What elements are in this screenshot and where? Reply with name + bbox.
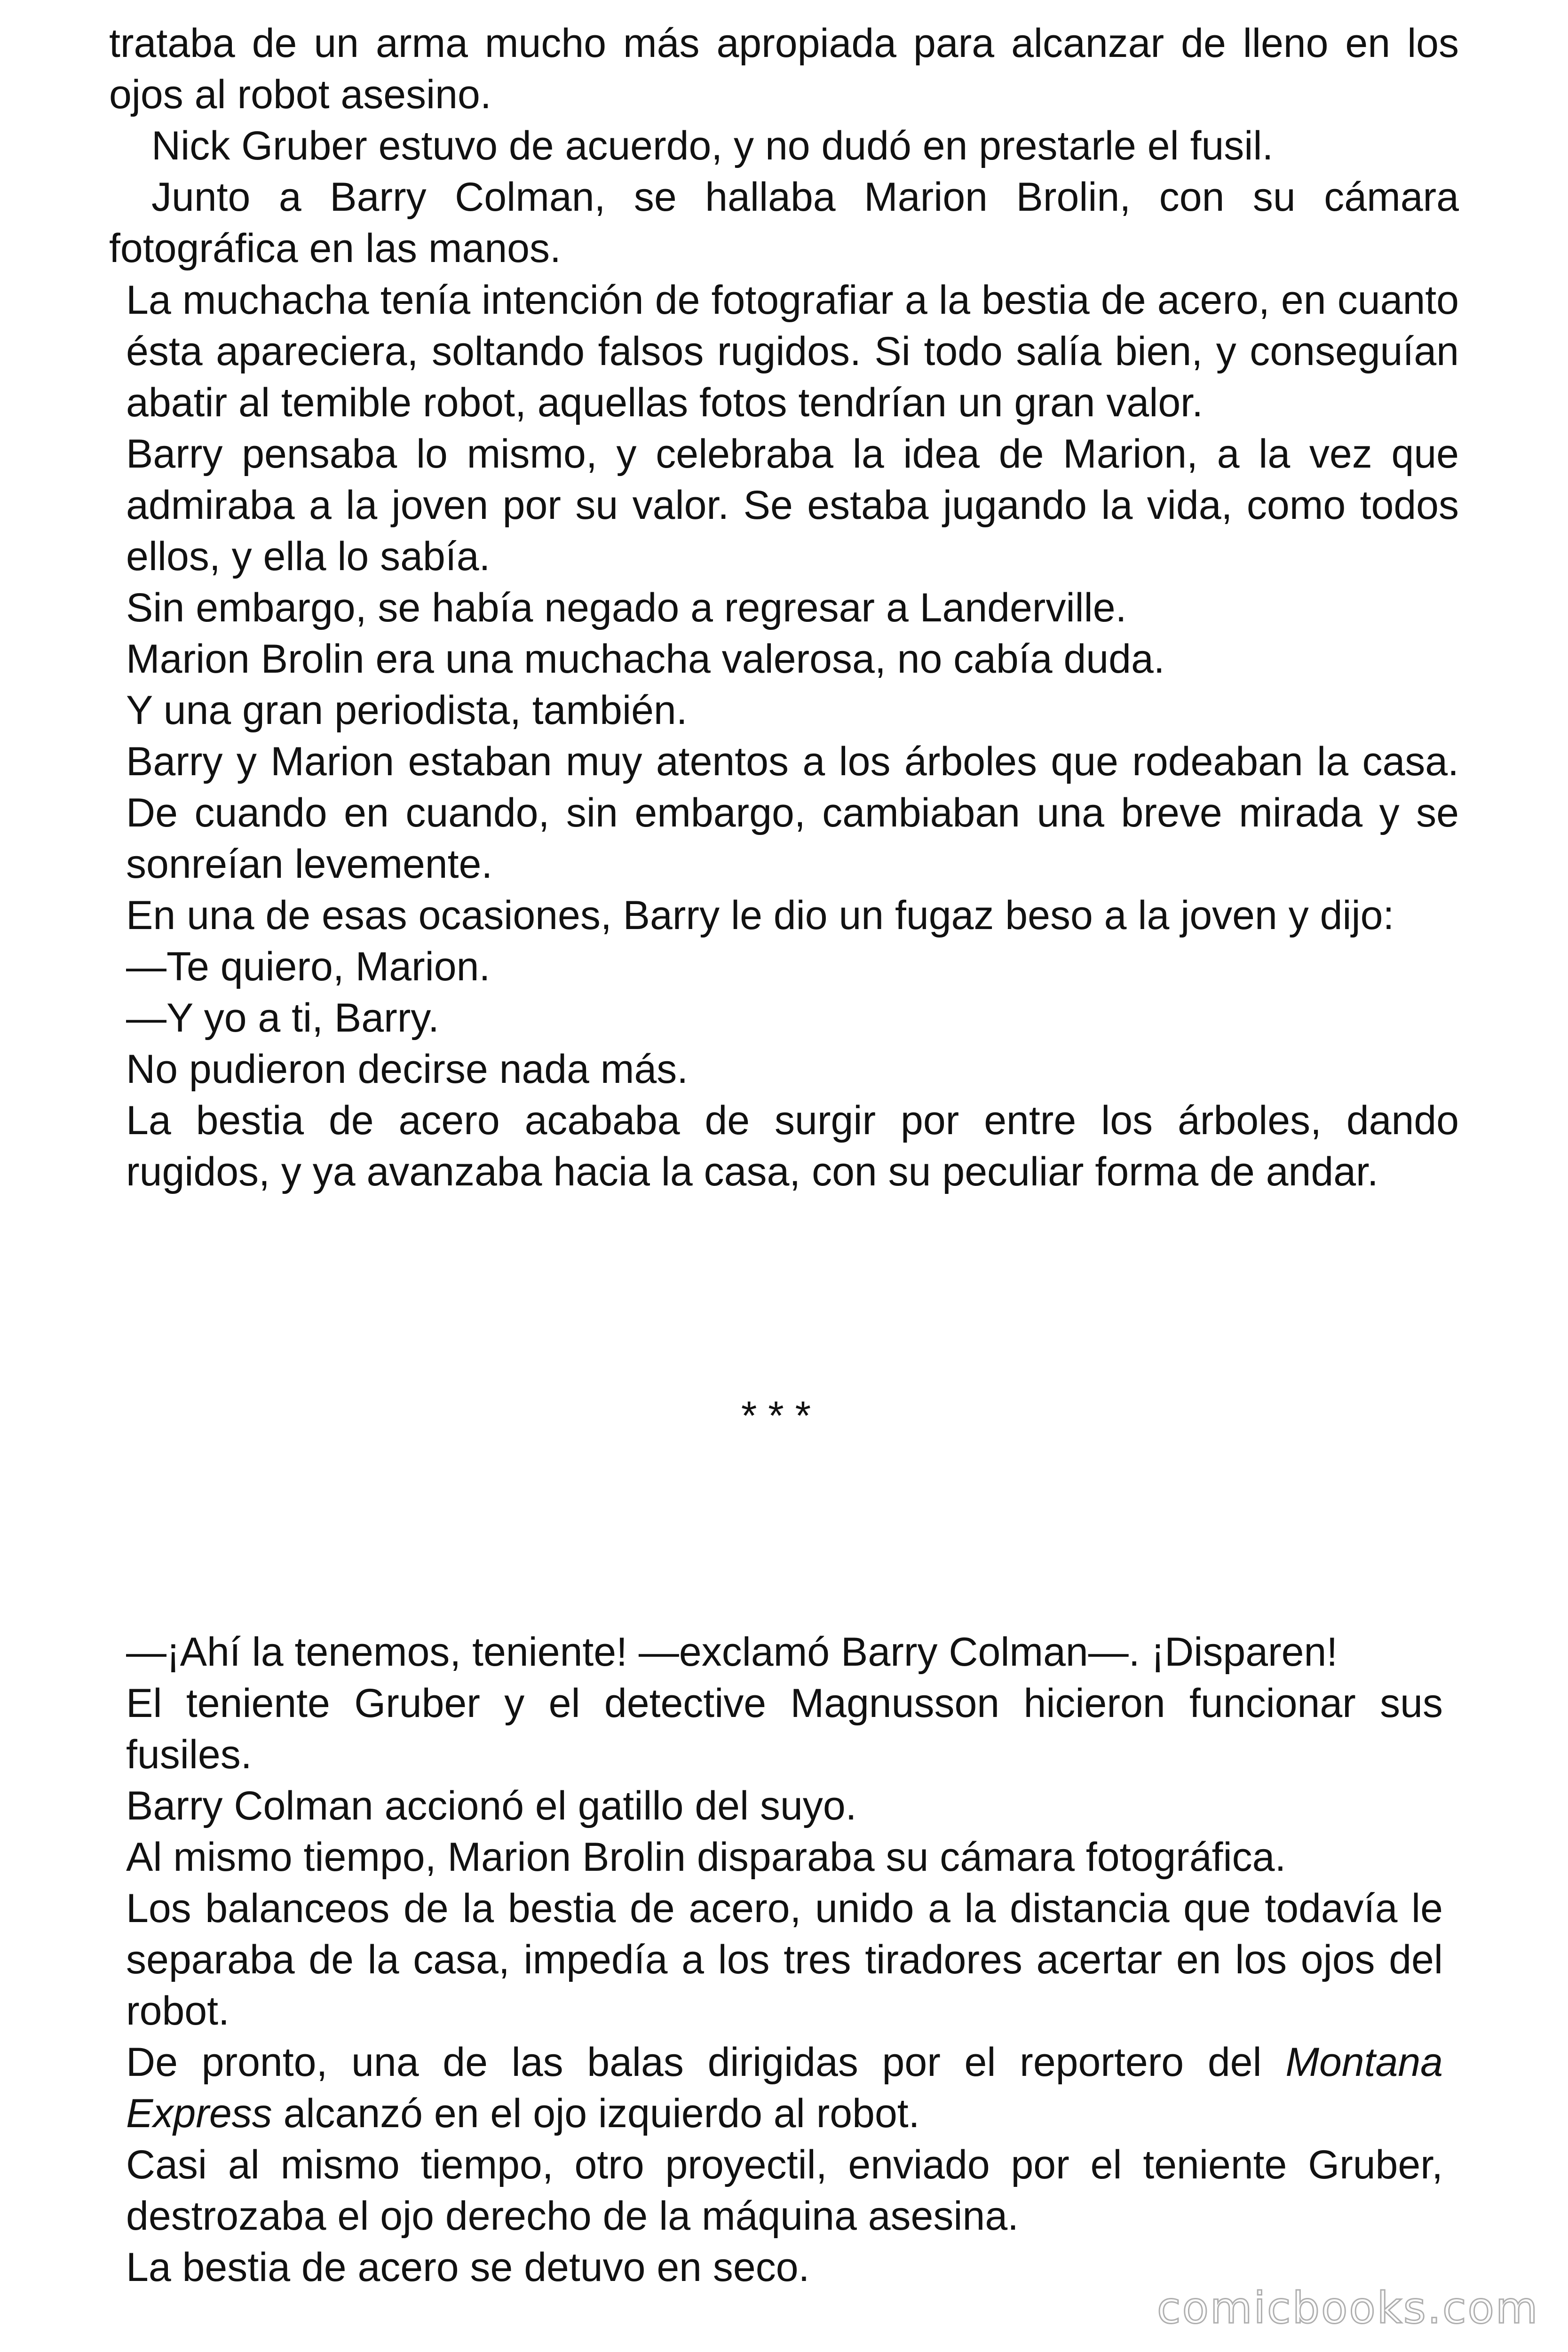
paragraph: En una de esas ocasiones, Barry le dio un fugaz beso a la joven y dijo: (126, 893, 1394, 938)
paragraph: Junto a Barry Colman, se hallaba Marion Brolin, con su cámara fotográfica en las manos. (109, 175, 1459, 271)
paragraph-text: De pronto, una de las balas dirigidas por el reportero del (126, 2040, 1286, 2085)
paragraph: Barry y Marion estaban muy atentos a los árboles que rodeaban la casa. De cuando en cuando, sin embargo, cambiaban una breve mirada y se sonreían levemente. (126, 739, 1459, 887)
paragraph: No pudieron decirse nada más. (126, 1047, 689, 1092)
paragraph: Marion Brolin era una muchacha valerosa, no cabía duda. (126, 636, 1165, 682)
paragraph: Y una gran periodista, también. (126, 688, 688, 733)
dialogue-line: —Te quiero, Marion. (126, 944, 491, 989)
text-block-middle (126, 275, 1459, 1198)
section-separator: * * * (741, 1393, 811, 1438)
paragraph-text: alcanzó en el ojo izquierdo al robot. (272, 2091, 920, 2136)
text-block-top (109, 18, 1459, 274)
paragraph: Barry pensaba lo mismo, y celebraba la idea de Marion, a la vez que admiraba a la joven por su valor. Se estaba jugando la vida, como todos ellos, y ella lo sabía. (126, 431, 1459, 579)
paragraph (126, 2037, 1443, 2139)
paragraph: Al mismo tiempo, Marion Brolin disparaba su cámara fotográfica. (126, 1835, 1286, 1880)
paragraph: trataba de un arma mucho más apropiada para alcanzar de lleno en los ojos al robot asesino. (109, 21, 1459, 117)
paragraph: La bestia de acero se detuvo en seco. (126, 2245, 810, 2290)
paragraph: Nick Gruber estuvo de acuerdo, y no dudó en prestarle el fusil. (151, 123, 1274, 168)
paragraph: Los balanceos de la bestia de acero, unido a la distancia que todavía le separaba de la casa, impedía a los tres tiradores acertar en los ojos del robot. (126, 1886, 1443, 2034)
dialogue-line: —Y yo a ti, Barry. (126, 995, 439, 1041)
paragraph: Casi al mismo tiempo, otro proyectil, enviado por el teniente Gruber, destrozaba el ojo derecho de la máquina asesina. (126, 2142, 1443, 2239)
newspaper-name: Montana Express (126, 2040, 1443, 2136)
paragraph: Sin embargo, se había negado a regresar a Landerville. (126, 585, 1127, 630)
paragraph: La muchacha tenía intención de fotografiar a la bestia de acero, en cuanto ésta apareciera, soltando falsos rugidos. Si todo salía bien, y conseguían abatir al temible robot, aquellas fotos tendrían un gran valor. (126, 278, 1459, 425)
paragraph: La bestia de acero acababa de surgir por entre los árboles, dando rugidos, y ya avanzaba hacia la casa, con su peculiar forma de andar. (126, 1098, 1459, 1194)
paragraph: Barry Colman accionó el gatillo del suyo. (126, 1783, 857, 1828)
watermark-logo: comicbooks.com (1157, 2283, 1539, 2333)
text-block-bottom (126, 1627, 1443, 2293)
dialogue-line: —¡Ahí la tenemos, teniente! —exclamó Barry Colman—. ¡Disparen! (126, 1629, 1338, 1675)
paragraph: El teniente Gruber y el detective Magnusson hicieron funcionar sus fusiles. (126, 1681, 1443, 1777)
